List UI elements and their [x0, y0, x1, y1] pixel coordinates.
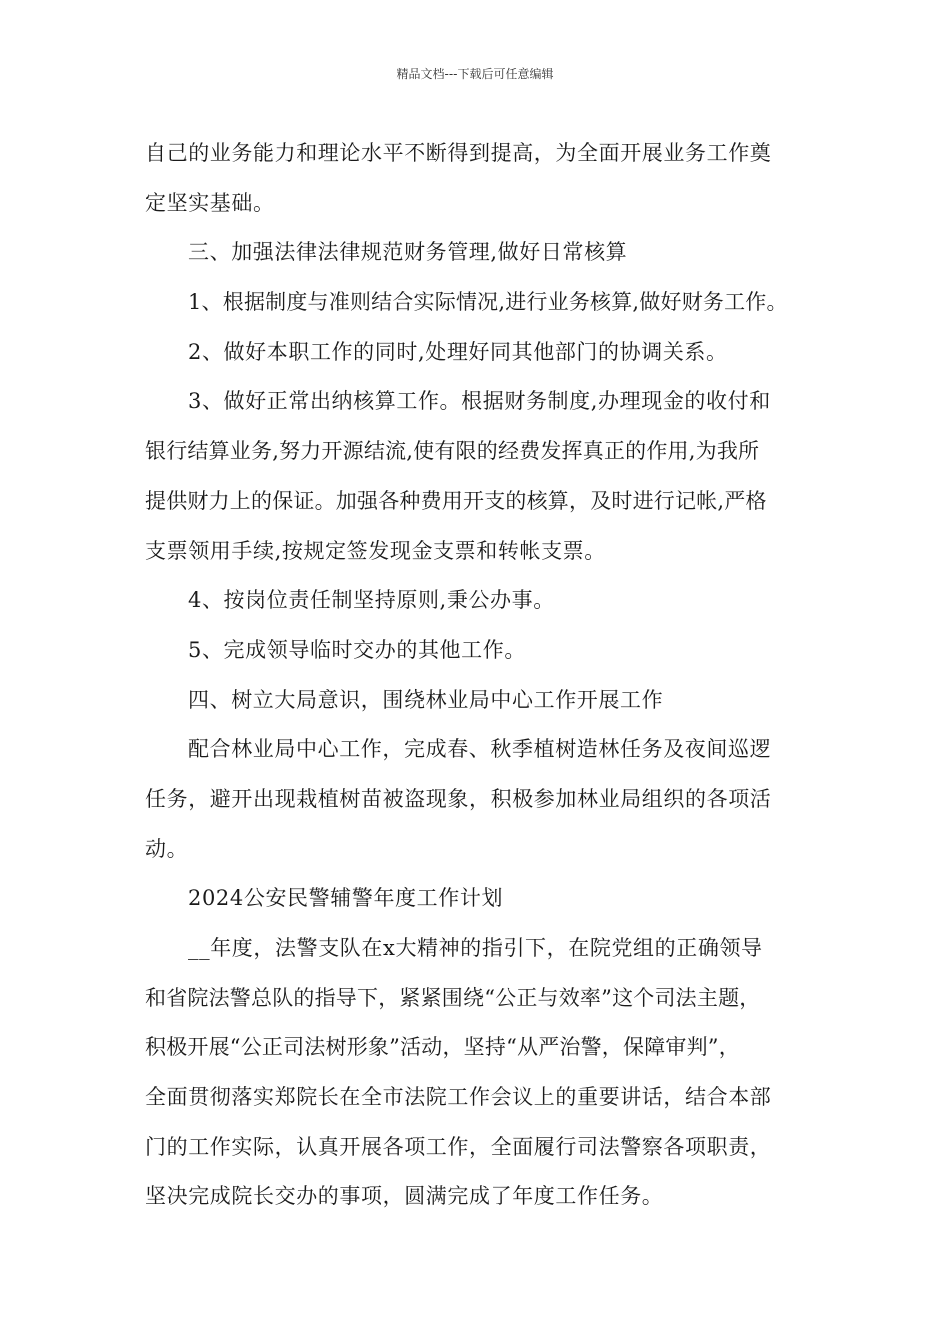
paragraph-line: 门的工作实际，认真开展各项工作，全面履行司法警察各项职责，	[145, 1134, 772, 1159]
paragraph-line: __年度，法警支队在x大精神的指引下，在院党组的正确领导	[188, 936, 763, 960]
list-item: 3、做好正常出纳核算工作。根据财务制度,办理现金的收付和	[188, 389, 771, 414]
paragraph-line: 支票领用手续,按规定签发现金支票和转帐支票。	[145, 538, 606, 563]
list-item: 5、完成领导临时交办的其他工作。	[188, 637, 526, 662]
paragraph-line: 自己的业务能力和理论水平不断得到提高，为全面开展业务工作奠	[145, 141, 772, 165]
paragraph-line: 定坚实基础。	[145, 190, 275, 215]
list-item: 2、做好本职工作的同时,处理好同其他部门的协调关系。	[188, 339, 728, 364]
paragraph-line: 坚决完成院长交办的事项，圆满完成了年度工作任务。	[145, 1184, 664, 1209]
list-item: 1、根据制度与准则结合实际情况,进行业务核算,做好财务工作。	[188, 290, 788, 315]
paragraph-line: 配合林业局中心工作，完成春、秋季植树造林任务及夜间巡逻	[188, 737, 772, 762]
list-item: 4、按岗位责任制坚持原则,秉公办事。	[188, 588, 555, 613]
paragraph-line: 提供财力上的保证。加强各种费用开支的核算，及时进行记帐,严格	[145, 488, 767, 513]
paragraph-line: 动。	[145, 836, 189, 861]
document-title: 2024公安民警辅警年度工作计划	[188, 886, 504, 911]
paragraph-line: 银行结算业务,努力开源结流,使有限的经费发挥真正的作用,为我所	[145, 439, 760, 464]
paragraph-line: 积极开展“公正司法树形象”活动，坚持“从严治警，保障审判”，	[145, 1035, 740, 1060]
page-header: 精品文档---下载后可任意编辑	[396, 67, 554, 81]
paragraph-line: 和省院法警总队的指导下，紧紧围绕“公正与效率”这个司法主题，	[145, 985, 761, 1010]
paragraph-line: 任务，避开出现栽植树苗被盗现象，积极参加林业局组织的各项活	[145, 786, 772, 811]
paragraph-line: 全面贯彻落实郑院长在全市法院工作会议上的重要讲话，结合本部	[145, 1085, 772, 1110]
section-heading: 三、加强法律法律规范财务管理,做好日常核算	[188, 240, 628, 265]
section-heading: 四、树立大局意识，围绕林业局中心工作开展工作	[188, 687, 664, 712]
document-body	[145, 129, 835, 1222]
